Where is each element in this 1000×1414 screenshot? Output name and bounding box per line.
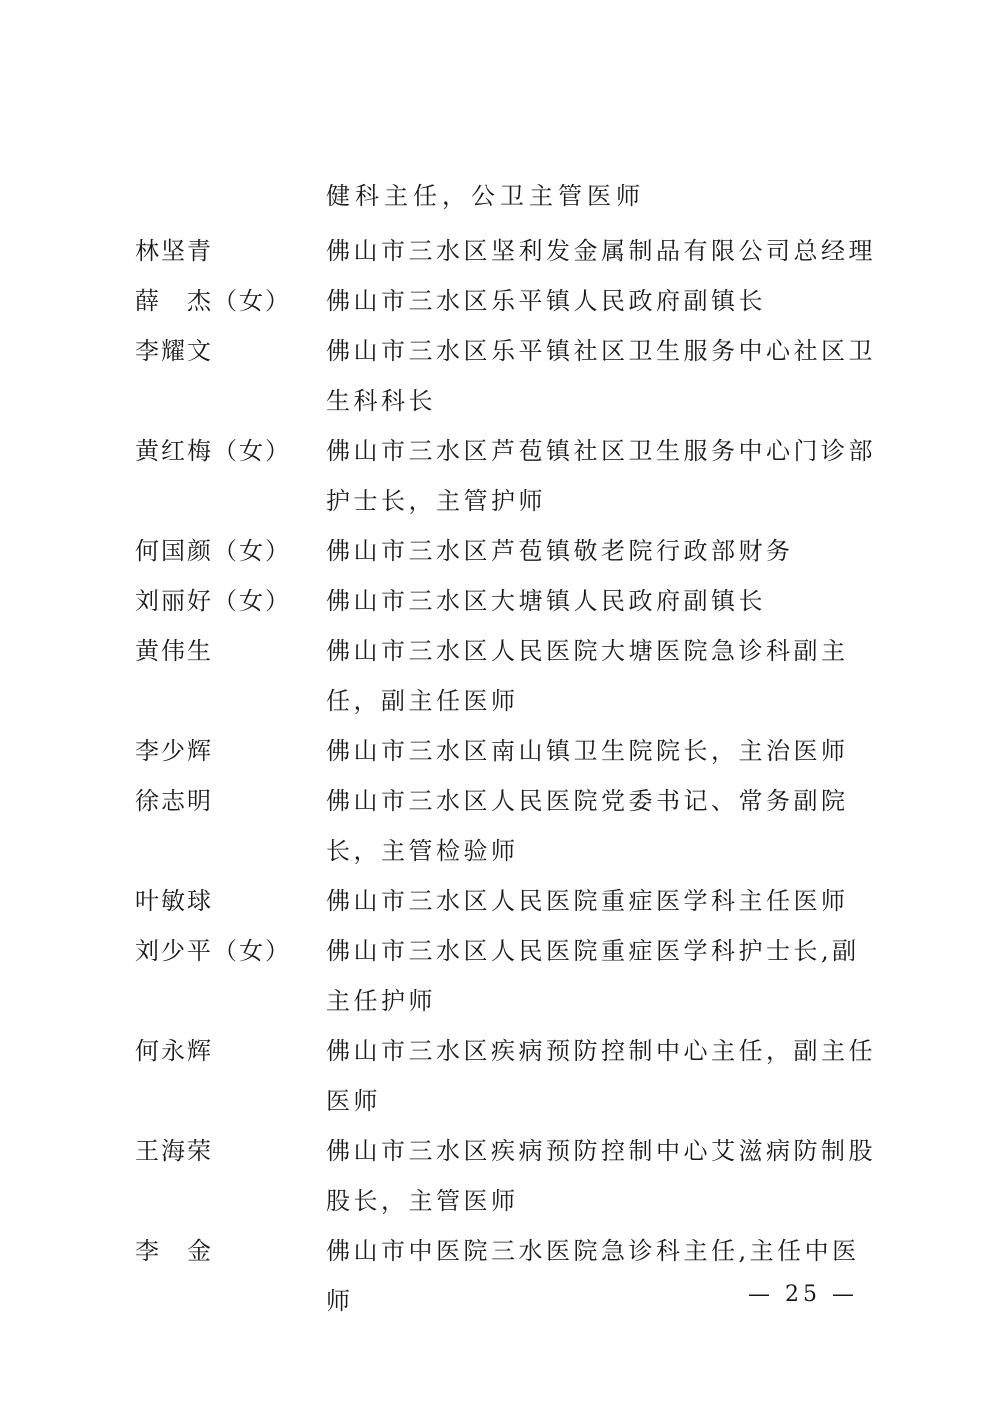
member-list [135, 226, 895, 1326]
list-item [135, 276, 895, 326]
person-name: 何国颜（女） [135, 537, 291, 565]
person-title: 佛山市三水区乐平镇社区卫生服务中心社区卫生科科长 [326, 337, 876, 415]
list-item [135, 776, 895, 876]
person-title: 佛山市三水区芦苞镇敬老院行政部财务 [326, 537, 794, 565]
list-item [135, 226, 895, 276]
list-item [135, 576, 895, 626]
list-item [135, 626, 895, 726]
person-title: 佛山市三水区人民医院党委书记、常务副院长，主管检验师 [326, 787, 849, 865]
person-name: 林坚青 [135, 237, 213, 265]
person-name: 黄伟生 [135, 637, 213, 665]
person-title: 佛山市三水区人民医院重症医学科主任医师 [326, 887, 849, 915]
person-name: 李耀文 [135, 337, 213, 365]
person-title: 佛山市三水区疾病预防控制中心主任，副主任医师 [326, 1037, 876, 1115]
person-title: 佛山市三水区南山镇卫生院院长，主治医师 [326, 737, 849, 765]
list-item [135, 876, 895, 926]
list-item [135, 526, 895, 576]
person-title: 佛山市中医院三水医院急诊科主任,主任中医师 [326, 1237, 860, 1315]
person-name: 薛 杰（女） [135, 287, 291, 315]
continuation-text: 健科主任，公卫主管医师 [326, 182, 645, 210]
person-name: 徐志明 [135, 787, 213, 815]
person-name: 叶敏球 [135, 887, 213, 915]
person-name: 刘丽好（女） [135, 587, 291, 615]
list-item [135, 1226, 895, 1326]
list-item [135, 926, 895, 1026]
page-number: — 25 — [748, 1282, 858, 1307]
list-item [135, 426, 895, 526]
person-name: 刘少平（女） [135, 937, 291, 965]
person-name: 李少辉 [135, 737, 213, 765]
person-title: 佛山市三水区坚利发金属制品有限公司总经理 [326, 237, 876, 265]
person-title: 佛山市三水区乐平镇人民政府副镇长 [326, 287, 766, 315]
person-name: 何永辉 [135, 1037, 213, 1065]
person-name: 李 金 [135, 1237, 213, 1265]
list-item [135, 1026, 895, 1126]
person-title: 佛山市三水区大塘镇人民政府副镇长 [326, 587, 766, 615]
person-title: 佛山市三水区疾病预防控制中心艾滋病防制股股长，主管医师 [326, 1137, 876, 1215]
person-title: 佛山市三水区芦苞镇社区卫生服务中心门诊部护士长，主管护师 [326, 437, 876, 515]
person-name: 黄红梅（女） [135, 437, 291, 465]
person-title: 佛山市三水区人民医院重症医学科护士长,副主任护师 [326, 937, 860, 1015]
person-title: 佛山市三水区人民医院大塘医院急诊科副主任，副主任医师 [326, 637, 849, 715]
list-item [135, 1126, 895, 1226]
list-item [135, 726, 895, 776]
list-item [135, 326, 895, 426]
person-name: 王海荣 [135, 1137, 213, 1165]
